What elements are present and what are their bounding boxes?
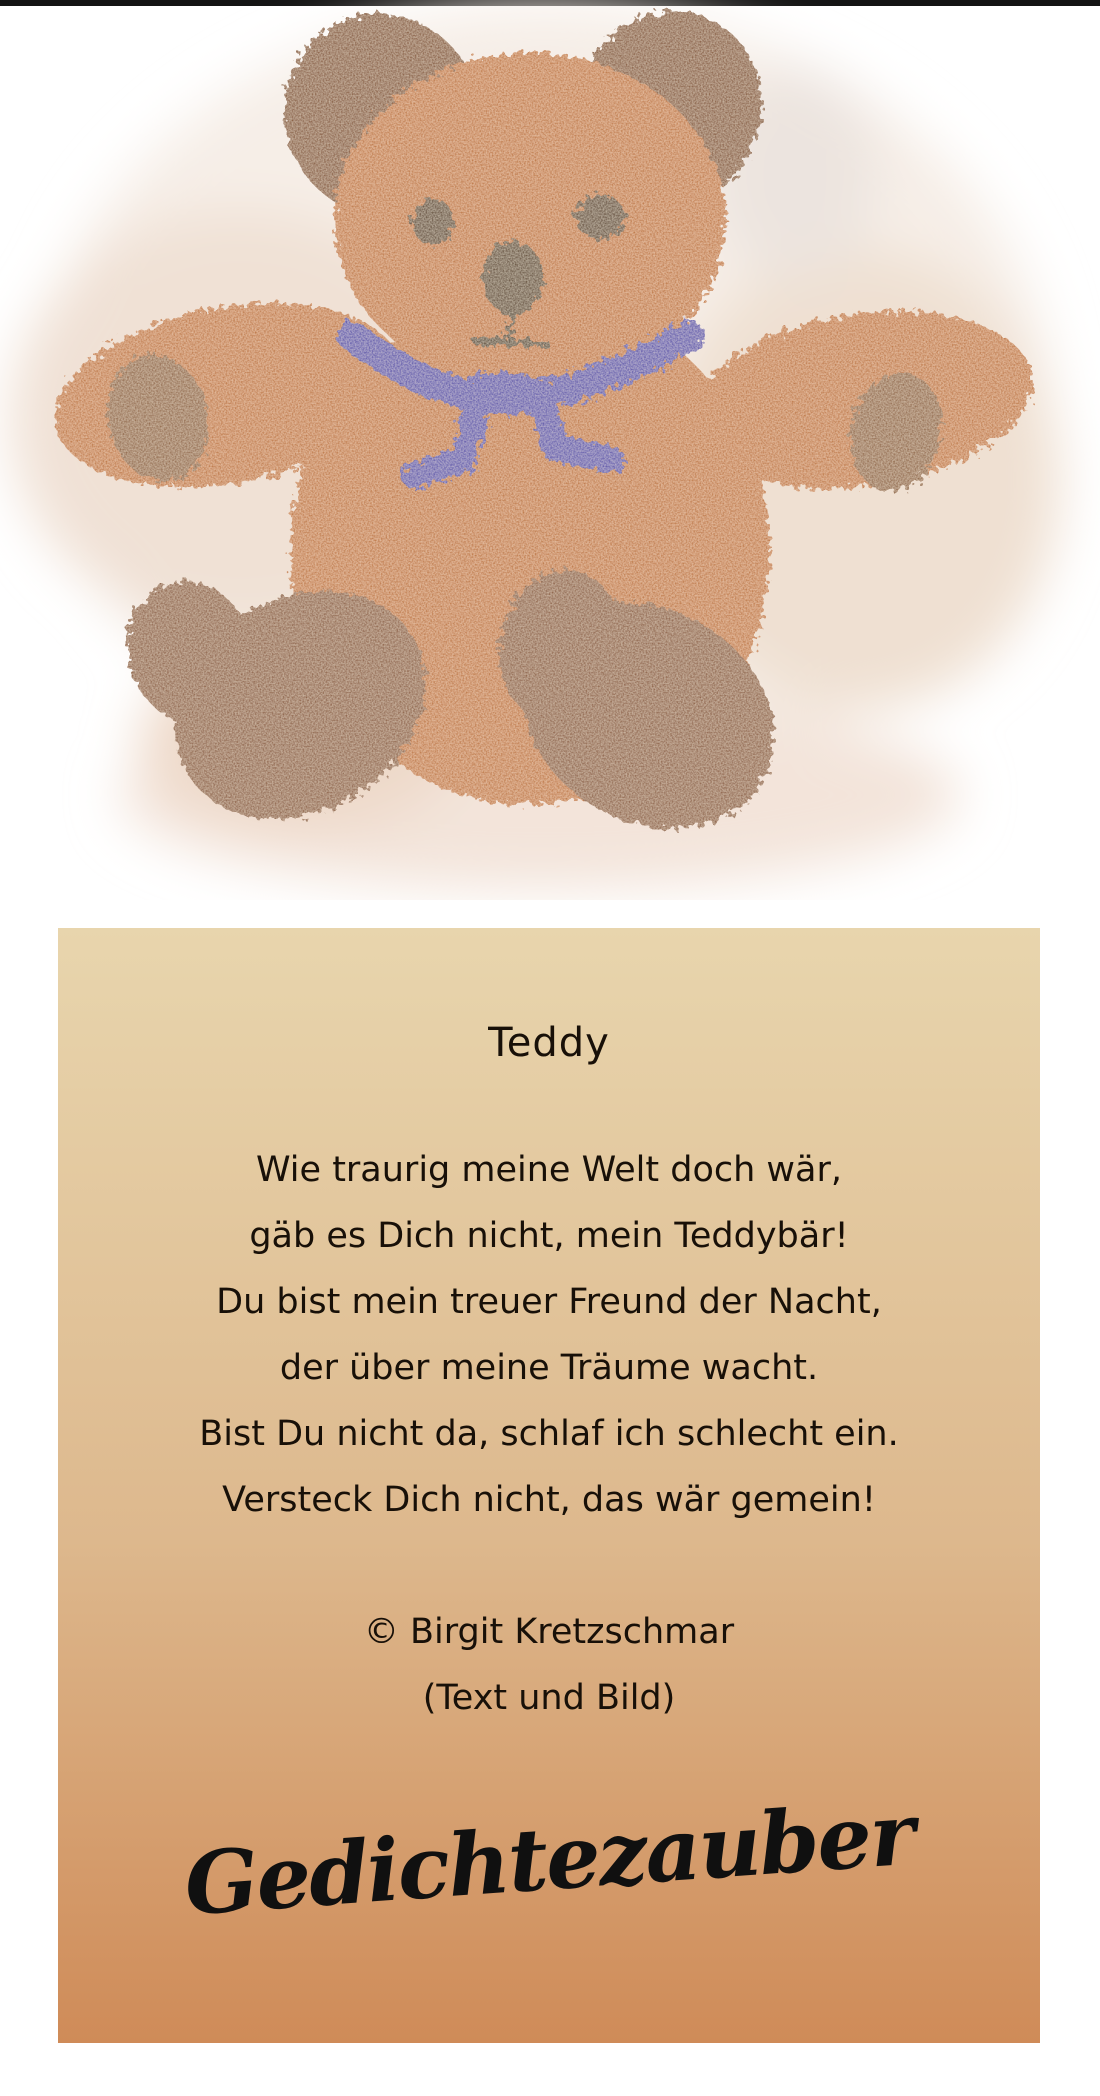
credit-author: © Birgit Kretzschmar — [363, 1612, 735, 1652]
gedichtezauber-signature: Gedichtezauber — [181, 1783, 917, 1936]
credit-note: (Text und Bild) — [422, 1678, 676, 1718]
left-eye — [412, 199, 454, 245]
poem-title: Teddy — [488, 1020, 610, 1066]
right-eye — [575, 195, 625, 239]
poem-card — [58, 928, 1040, 2043]
teddy-bear-svg — [0, 0, 1100, 900]
poem-line: Bist Du nicht da, schlaf ich schlecht ein. — [199, 1414, 899, 1454]
poem-body — [58, 1137, 1040, 1533]
poem-line: gäb es Dich nicht, mein Teddybär! — [249, 1216, 849, 1256]
poem-line: Versteck Dich nicht, das wär gemein! — [222, 1480, 876, 1520]
nose — [483, 241, 543, 315]
poem-line: der über meine Träume wacht. — [279, 1348, 819, 1388]
poem-line: Du bist mein treuer Freund der Nacht, — [216, 1282, 882, 1322]
poem-line: Wie traurig meine Welt doch wär, — [255, 1150, 843, 1190]
copyright-credit — [58, 1599, 1040, 1731]
teddy-bear-illustration — [0, 0, 1100, 900]
